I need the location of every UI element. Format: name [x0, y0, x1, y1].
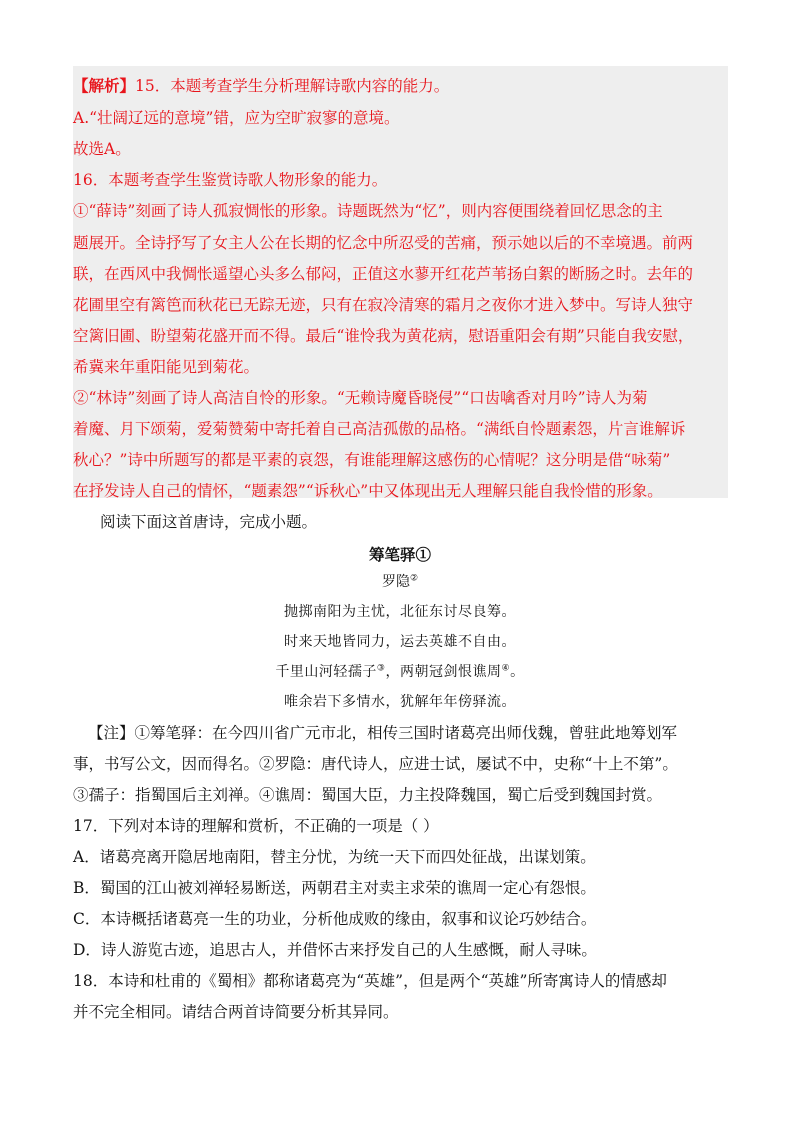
footnote-marker: ④ — [501, 663, 511, 674]
footnote-marker: ③ — [376, 663, 386, 674]
question-17-option-a: A．诸葛亮离开隐居地南阳，替主分忧，为统一天下而四处征战，出谋划策。 — [73, 848, 596, 866]
analysis-p1-line: ①“薛诗”刻画了诗人孤寂惆怅的形象。诗题既然为“忆”，则内容便围绕着回忆思念的主 — [73, 202, 663, 220]
analysis-p2-line: 着魔、月下颂菊，爱菊赞菊中寄托着自己高洁孤傲的品格。“满纸自怜题素怨，片言谁解诉 — [73, 420, 686, 438]
analysis-q15-option-a: A.“壮阔辽远的意境”错，应为空旷寂寥的意境。 — [73, 109, 400, 127]
analysis-p1-line: 空篱旧圃、盼望菊花盛开而不得。最后“谁怜我为黄花病，慰语重阳会有期”只能自我安慰， — [73, 327, 694, 345]
analysis-q15-heading: 【解析】15．本题考查学生分析理解诗歌内容的能力。 — [73, 76, 450, 95]
question-18-line: 并不完全相同。请结合两首诗简要分析其异同。 — [73, 1003, 399, 1021]
poem-note-line: 【注】①筹笔驿：在今四川省广元市北，相传三国时诸葛亮出师伐魏，曾驻此地筹划军 — [88, 724, 678, 742]
analysis-p2-line: ②“林诗”刻画了诗人高洁自怜的形象。“无赖诗魔昏晓侵”“口齿噙香对月吟”诗人为菊 — [73, 389, 648, 407]
reading-instruction: 阅读下面这首唐诗，完成小题。 — [100, 513, 318, 531]
analysis-p1-line: 希冀来年重阳能见到菊花。 — [73, 358, 260, 376]
analysis-q15-answer: 故选A。 — [73, 140, 131, 158]
analysis-p1-line: 题展开。全诗抒写了女主人公在长期的忆念中所忍受的苦痛，预示她以后的不幸境遇。前两 — [73, 234, 694, 252]
poem-author: 罗隐② — [381, 573, 419, 590]
question-17-option-d: D．诗人游览古迹，追思古人，并借怀古来抒发自己的人生感慨，耐人寻味。 — [73, 941, 597, 959]
poem-title: 筹笔驿① — [368, 545, 431, 564]
question-17-stem: 17．下列对本诗的理解和赏析，不正确的一项是（ ） — [73, 817, 439, 835]
poem-line: 抛掷南阳为主忧，北征东讨尽良筹。 — [284, 604, 516, 620]
analysis-p2-line: 在抒发诗人自己的情怀，“题素怨”“诉秋心”中又体现出无人理解只能自我怜惜的形象。 — [73, 482, 663, 500]
analysis-p1-line: 花圃里空有篱笆而秋花已无踪无迹，只有在寂冷清寒的霜月之夜你才进入梦中。写诗人独守 — [73, 296, 694, 314]
footnote-marker: ② — [409, 573, 419, 584]
poem-note-line: ③孺子：指蜀国后主刘禅。④谯周：蜀国大臣，力主投降魏国，蜀亡后受到魏国封赏。 — [73, 786, 663, 804]
poem-note-line: 事，书写公文，因而得名。②罗隐：唐代诗人，应进士试，屡试不中，史称“十上不第”。 — [73, 755, 678, 773]
analysis-q16-heading: 16．本题考查学生鉴赏诗歌人物形象的能力。 — [73, 171, 388, 189]
question-17-option-c: C．本诗概括诸葛亮一生的功业，分析他成败的缘由，叙事和议论巧妙结合。 — [73, 910, 597, 928]
question-17-option-b: B．蜀国的江山被刘禅轻易断送，两朝君主对卖主求荣的谯周一定心有怨恨。 — [73, 879, 596, 897]
analysis-p2-line: 秋心？”诗中所题写的都是平素的哀怨，有谁能理解这感伤的心情呢？这分明是借“咏菊” — [73, 451, 671, 469]
poem-line: 千里山河轻孺子③，两朝冠剑恨谯周④。 — [275, 663, 525, 680]
poem-line: 时来天地皆同力，运去英雄不自由。 — [284, 634, 516, 650]
analysis-p1-line: 联，在西风中我惆怅遥望心头多么郁闷，正值这水蓼开红花芦苇扬白絮的断肠之时。去年的 — [73, 265, 694, 283]
question-18-line: 18．本诗和杜甫的《蜀相》都称诸葛亮为“英雄”，但是两个“英雄”所寄寓诗人的情感却 — [73, 972, 667, 990]
poem-line: 唯余岩下多情水，犹解年年傍驿流。 — [284, 694, 516, 710]
analysis-tag: 【解析】 — [73, 76, 136, 95]
